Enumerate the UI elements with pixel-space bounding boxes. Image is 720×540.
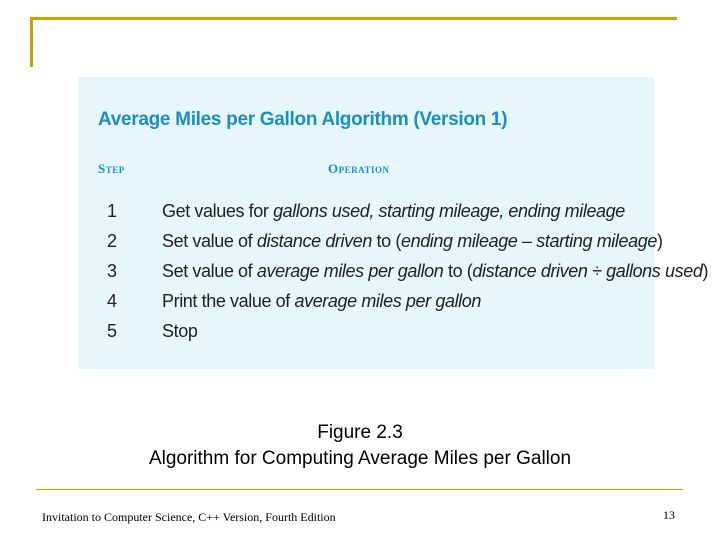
operation-text-segment: Set value of — [162, 231, 257, 251]
step-operation — [162, 256, 708, 286]
operation-text-segment: ending mileage – starting mileage — [400, 231, 657, 251]
operation-text-segment: ) — [656, 231, 663, 251]
step-number: 3 — [106, 261, 117, 281]
operation-text-segment: Print the value of — [162, 291, 295, 311]
slide-frame-left-rule — [30, 17, 33, 67]
operation-text-segment: average miles per gallon — [256, 261, 444, 281]
figure-caption-number: Figure 2.3 — [317, 422, 403, 443]
operation-text-segment: distance driven ÷ gallons used — [472, 261, 703, 281]
footer-rule — [36, 489, 683, 490]
step-operation — [162, 196, 625, 226]
operation-text-segment: gallons used, starting mileage, ending mileage — [273, 201, 625, 221]
column-header-step: Step — [98, 161, 125, 176]
operation-text-segment: to ( — [443, 261, 473, 281]
operation-text-segment: to ( — [371, 231, 401, 251]
figure-title: Average Miles per Gallon Algorithm (Version 1) — [98, 109, 508, 130]
operation-text-segment: Get values for — [162, 201, 274, 221]
step-operation — [162, 286, 481, 316]
operation-text-segment: ) — [702, 261, 709, 281]
operation-text-segment: average miles per gallon — [294, 291, 481, 311]
step-number: 1 — [106, 201, 117, 221]
slide-frame-top-rule — [30, 17, 677, 20]
step-row — [78, 256, 709, 286]
steps-list — [78, 196, 709, 346]
operation-text-segment: Set value of — [162, 261, 257, 281]
step-row — [78, 226, 663, 256]
step-number: 2 — [106, 231, 117, 251]
step-row — [78, 316, 654, 346]
operation-text-segment: distance driven — [256, 231, 372, 251]
step-row — [78, 196, 654, 226]
step-number: 5 — [106, 321, 117, 341]
step-number: 4 — [106, 291, 117, 311]
algorithm-figure — [78, 77, 709, 369]
footer-book-title: Invitation to Computer Science, C++ Version, Fourth Edition — [42, 510, 336, 524]
column-header-operation: Operation — [328, 161, 390, 176]
operation-text-segment: Stop — [162, 321, 198, 341]
figure-caption-text: Algorithm for Computing Average Miles per Gallon — [148, 448, 572, 469]
step-operation — [162, 226, 663, 256]
step-row — [78, 286, 654, 316]
page-number: 13 — [663, 508, 675, 522]
step-operation — [162, 316, 197, 346]
